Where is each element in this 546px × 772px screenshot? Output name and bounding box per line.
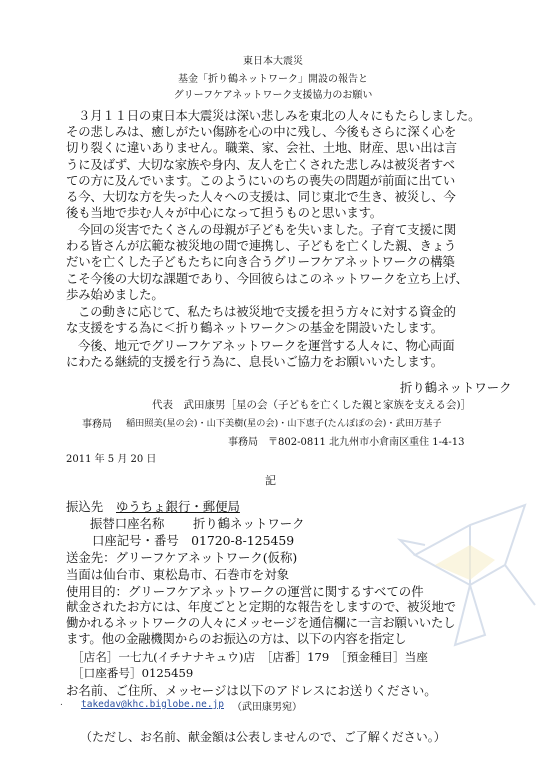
p1-line: ３月１１日の東日本大震災は深い悲しみを東北の人々にもたらしました。 <box>78 108 481 123</box>
office-label: 事務局 <box>82 419 112 430</box>
closing-note: （ただし、お名前、献金額は公表しませんので、ご了解ください。） <box>80 730 446 744</box>
p1-line: 切り裂くに違いありません。職業、家、会社、土地、財産、思い出は言 <box>66 140 457 156</box>
paragraph-3 <box>66 304 456 336</box>
office-address: 事務局 〒802-0811 北九州市小倉南区重住 1-4-13 <box>228 437 465 448</box>
branch-info: ［店名］一七九(イチナナキュウ)店 ［店番］179 ［預金種目］当座 <box>72 650 428 664</box>
account-name: 折り鶴ネットワーク <box>193 516 305 531</box>
org-name: 折り鶴ネットワーク <box>400 380 512 395</box>
header-line-2: 基金「折り鶴ネットワーク」開設の報告と <box>178 74 368 85</box>
destination: 送金先：グリーフケアネットワーク(仮称) <box>66 550 298 565</box>
target-areas: 当面は仙台市、東松島市、石巻市を対象 <box>66 567 290 582</box>
p2-line: 歩み始めました。 <box>66 286 164 302</box>
note-line: ます。他の金融機関からのお振込の方は、以下の内容を指定し <box>66 631 407 647</box>
p1-line: る今、大切な方を失った人々への支援は、同じ東北で生き、被災し、今 <box>66 189 456 205</box>
contact-instruction: お名前、ご住所、メッセージは以下のアドレスにお送りください。 <box>66 683 437 698</box>
p3-line: な支援をする為に＜折り鶴ネットワーク＞の基金を開設いたします。 <box>66 320 443 336</box>
p2-line: わる皆さんが広範な被災地の間で連携し、子どもを亡くした親、きょう <box>66 238 457 254</box>
paragraph-4 <box>66 338 454 370</box>
p1-line: その悲しみは、癒しがたい傷跡を心の中に残し、今後もさらに深く心を <box>66 124 457 140</box>
p4-line: にわたる継続的支援を行う為に、息長いご協力をお願いいたします。 <box>66 354 443 370</box>
email-recipient: （武田康男宛） <box>232 702 302 713</box>
p2-line: こそ今後の大切な課題であり、今回彼らはこのネットワークを立ち上げ、 <box>66 270 468 286</box>
header-line-1: 東日本大震災 <box>243 56 303 67</box>
note-line: 働かれるネットワークの人々にメッセージを通信欄に一言お願いいたし <box>66 615 456 631</box>
bank-name: ゆうちょ銀行・郵便局 <box>116 499 240 514</box>
account-number: 口座記号・番号 01720-8-125459 <box>92 533 295 548</box>
transfer-label: 振込先 <box>66 499 104 514</box>
p4-line: 今後、地元でグリーフケアネットワークを運営する人々に、物心両面 <box>78 338 455 353</box>
email-link[interactable]: takedav@khc.biglobe.ne.jp <box>81 699 224 710</box>
p1-line: ての方に及んでいます。このようにいのちの喪失の問題が前面に出てい <box>66 172 456 188</box>
header-line-3: グリーフケアネットワーク支援協力のお願い <box>173 90 373 101</box>
note-line: 献金されたお方には、年度ごとと定期的な報告をしますので、被災地で <box>66 599 456 614</box>
representative: 代表 武田康男［星の会（子どもを亡くした親と家族を支える会)］ <box>152 399 472 411</box>
paragraph-2 <box>66 222 468 303</box>
p1-line: 後も当地で歩む人々が中心になって担うものと思います。 <box>66 205 382 221</box>
p2-line: 今回の災害でたくさんの母親が子どもを失いました。子育て支援に関 <box>78 222 456 237</box>
purpose: 使用目的：グリーフケアネットワークの運営に関するすべての件 <box>66 584 424 599</box>
transfer-note <box>66 599 456 648</box>
p2-line: だいを亡くした子どもたちに向き合うグリーフケアネットワークの構築 <box>66 254 455 270</box>
date: 2011 年 5 月 20 日 <box>66 454 157 465</box>
office-members: 稲田照美(星の会)・山下美樹(星の会)・山下恵子(たんぽぽの会)・武田万基子 <box>126 418 442 429</box>
account-name-label: 振替口座名称 <box>90 516 165 531</box>
account-num-info: ［口座番号］0125459 <box>72 666 194 680</box>
p3-line: この動きに応じて、私たちは被災地で支援を担う方々に対する資金的 <box>78 304 456 319</box>
bullet-dot: . <box>60 698 63 708</box>
ki-heading: 記 <box>265 474 276 487</box>
paragraph-1 <box>66 108 480 221</box>
p1-line: うに及ばず、大切な家族や身内、友人を亡くされた悲しみは被災者すべ <box>66 156 455 172</box>
